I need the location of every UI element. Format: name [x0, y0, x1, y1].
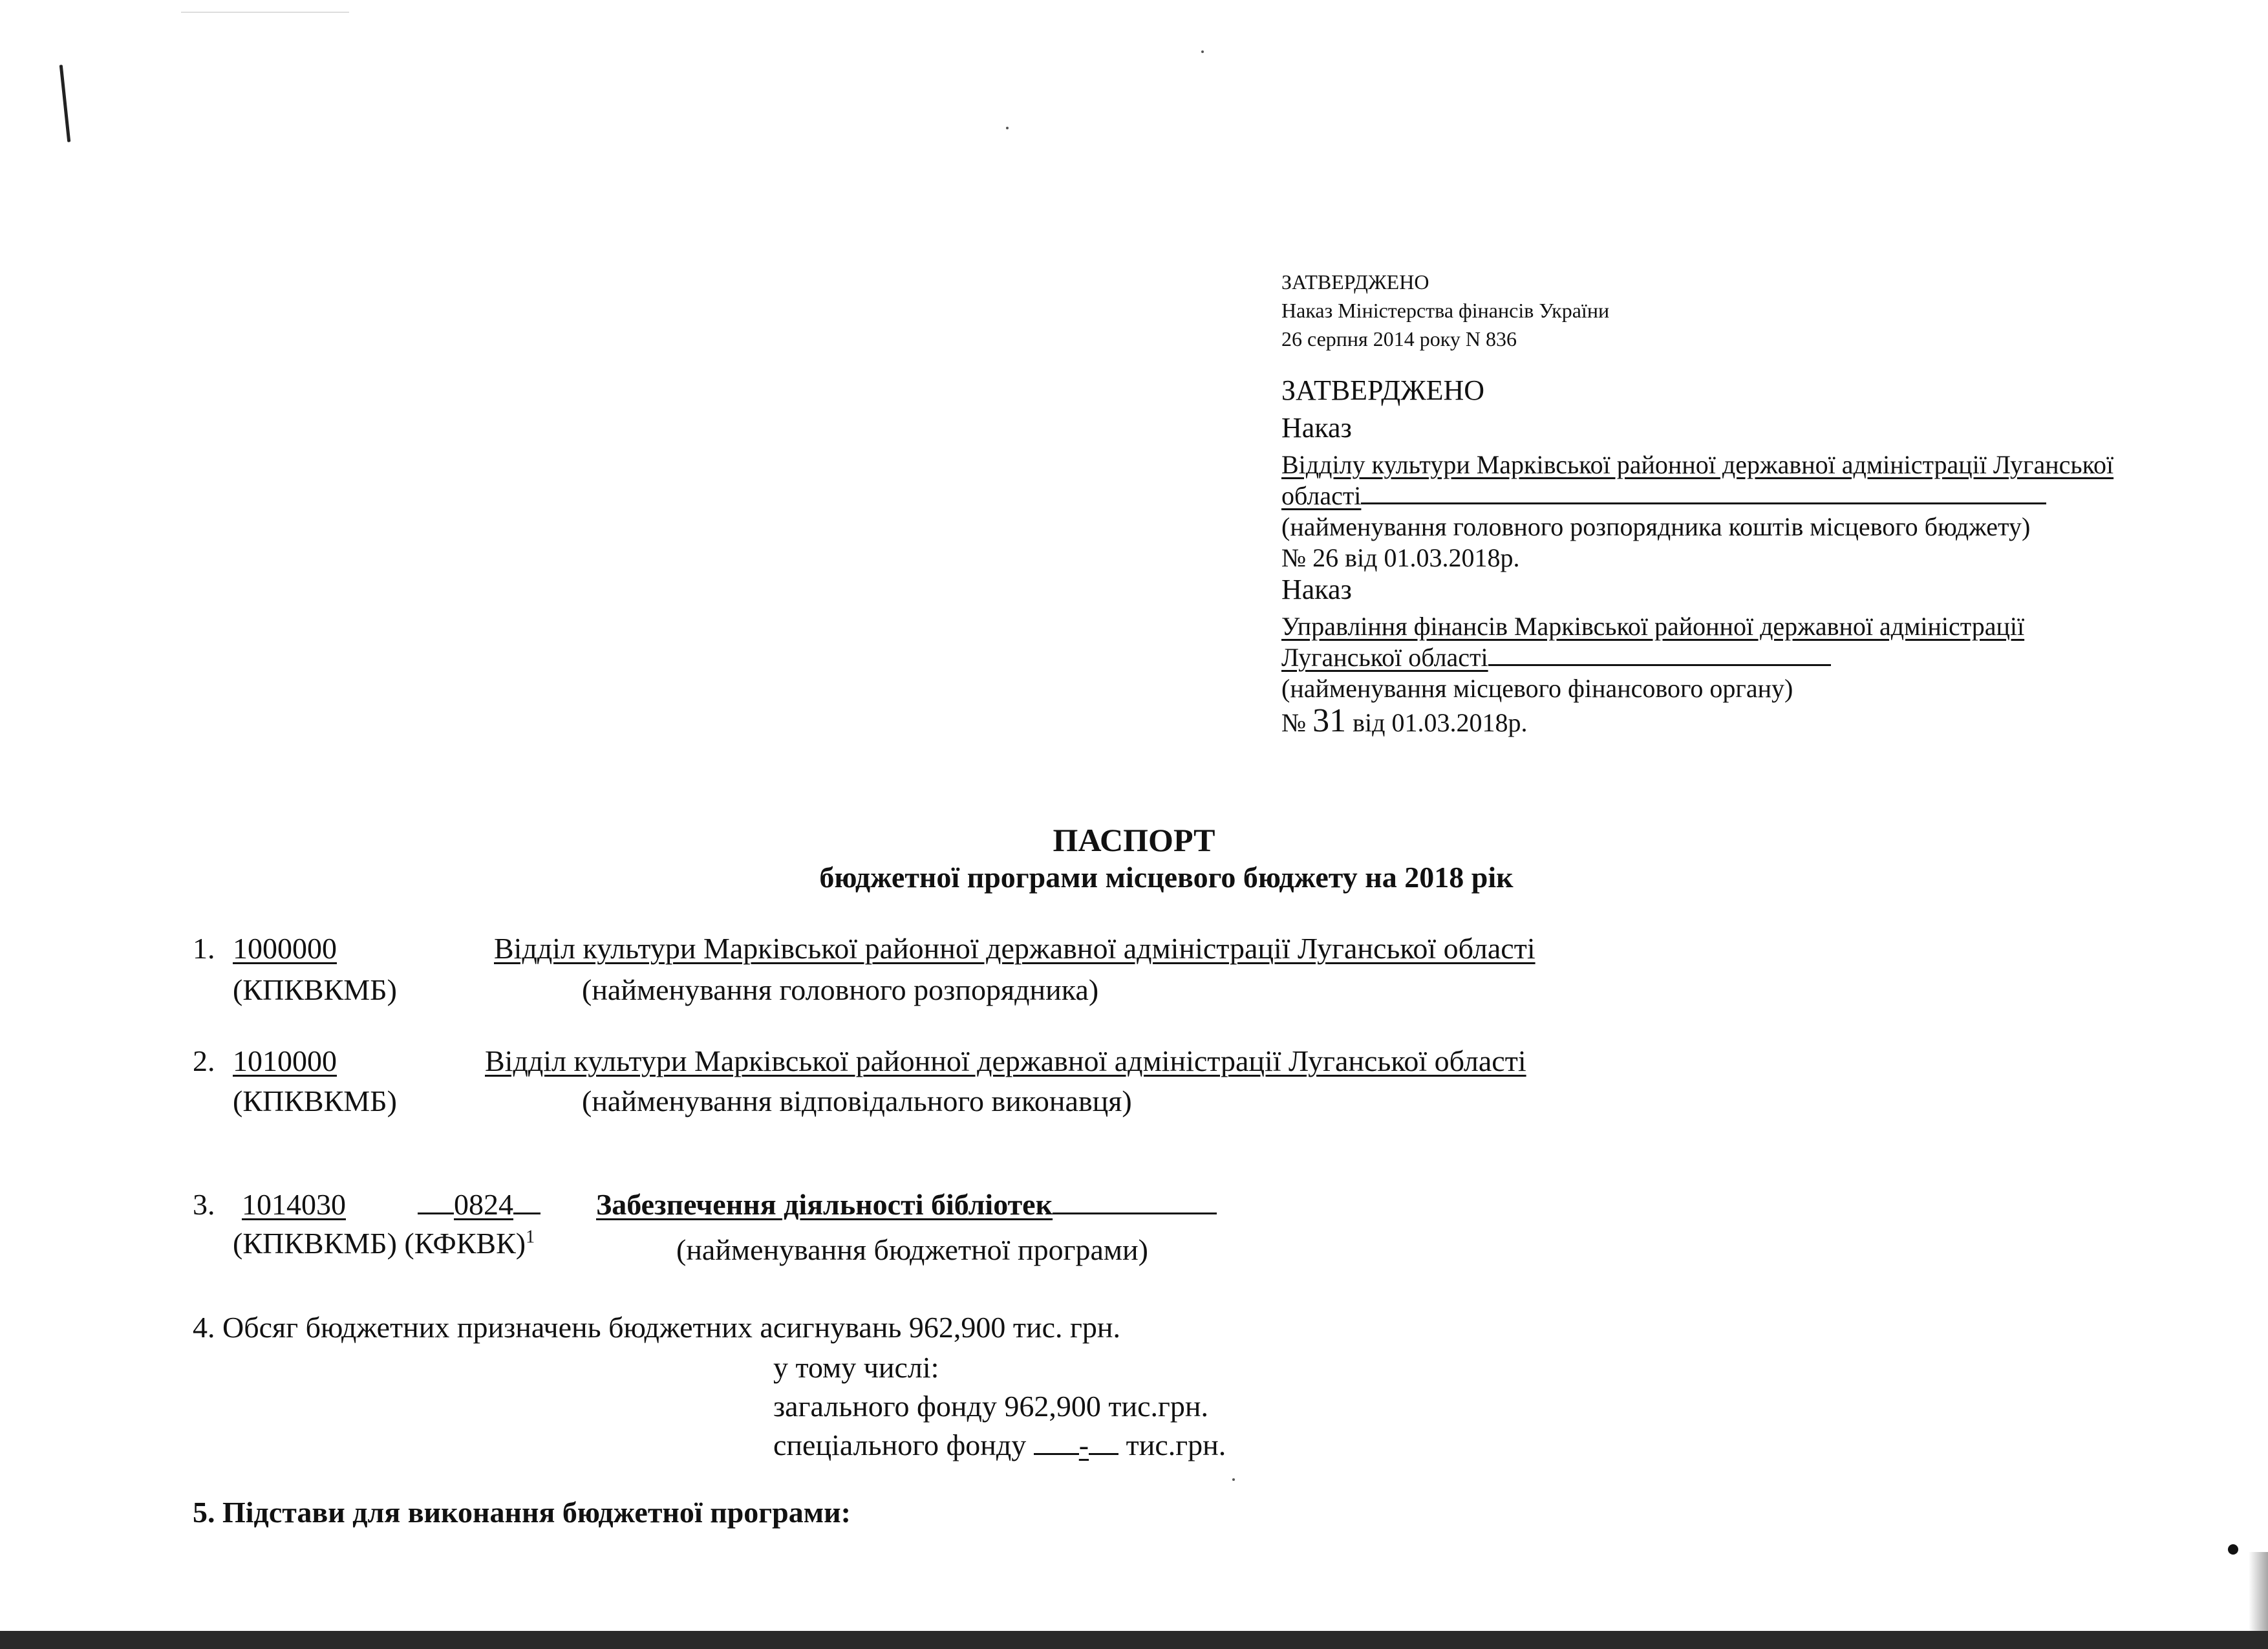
item-4-special-prefix: спеціального фонду	[773, 1428, 1027, 1461]
item-2-code-caption: (КПКВКМБ)	[233, 1084, 397, 1117]
underline-fill	[1488, 664, 1831, 666]
item-3-number: 3.	[193, 1188, 215, 1221]
passport-title: ПАСПОРТ	[1053, 822, 1215, 858]
order2-caption: (найменування місцевого фінансового органу)	[1281, 674, 1793, 703]
order1-label: Наказ	[1281, 412, 1352, 444]
item-1-name: Відділ культури Марківської районної державної адміністрації Луганської області	[494, 932, 1535, 965]
item-4-line	[193, 1310, 1120, 1344]
item-3-name-row	[596, 1187, 1217, 1222]
order2-org-line2: Луганської області	[1281, 643, 1488, 672]
item-3-kfkvk-row	[418, 1187, 540, 1222]
scan-shadow	[2249, 1552, 2268, 1631]
item-3-code-caption: (КПКВКМБ) (КФКВК)	[233, 1227, 526, 1260]
underline-fill	[418, 1212, 454, 1214]
item-2-name: Відділ культури Марківської районної державної адміністрації Луганської області	[485, 1044, 1526, 1077]
item-4-general-fund: загального фонду 962,900 тис.грн.	[773, 1390, 1208, 1423]
item-3-kfkvk: 0824	[454, 1188, 513, 1221]
order2-number-prefix: №	[1281, 708, 1307, 737]
item-4-number: 4.	[193, 1311, 215, 1344]
item-3-name: Забезпечення діяльності бібліотек	[596, 1188, 1053, 1221]
item-1-code-caption: (КПКВКМБ)	[233, 973, 397, 1006]
local-approval-title: ЗАТВЕРДЖЕНО	[1281, 374, 1485, 406]
order2-number: 31	[1312, 702, 1347, 739]
item-4-special-suffix: тис.грн.	[1126, 1428, 1226, 1461]
order1-caption: (найменування головного розпорядника коштів місцевого бюджету)	[1281, 512, 2031, 541]
item-1-name-caption: (найменування головного розпорядника)	[582, 973, 1099, 1006]
scan-edge-mark	[181, 12, 349, 13]
item-4-including: у тому числі:	[773, 1351, 939, 1384]
underline-fill	[513, 1212, 540, 1214]
ink-dot	[2228, 1544, 2238, 1555]
order1-number: № 26 від 01.03.2018р.	[1281, 543, 1520, 572]
item-3-footnote: 1	[526, 1227, 535, 1247]
order1-org-line2: області	[1281, 481, 1362, 510]
item-4-special-fund-row	[773, 1428, 1226, 1462]
order2-label: Наказ	[1281, 574, 1352, 605]
item-3-code: 1014030	[242, 1188, 346, 1221]
scan-speck	[1201, 50, 1204, 53]
order1-org-line1: Відділу культури Марківської районної державної адміністрації Луганської	[1281, 450, 2114, 479]
ministry-approval-date: 26 серпня 2014 року N 836	[1281, 327, 1517, 350]
item-3-name-caption: (найменування бюджетної програми)	[676, 1233, 1148, 1266]
scan-speck	[1006, 127, 1009, 129]
underline-fill	[1361, 502, 2046, 504]
ministry-approval-order: Наказ Міністерства фінансів України	[1281, 299, 1610, 322]
order2-date: від 01.03.2018р.	[1353, 708, 1528, 737]
ministry-approval-title: ЗАТВЕРДЖЕНО	[1281, 270, 1429, 294]
underline-fill	[1089, 1453, 1118, 1455]
order1-org-line2-row	[1281, 480, 2046, 512]
item-2-code: 1010000	[233, 1044, 337, 1077]
underline-fill	[1034, 1453, 1079, 1455]
item-4-text: Обсяг бюджетних призначень бюджетних асигнувань 962,900 тис. грн.	[222, 1311, 1121, 1344]
pen-stroke-mark	[59, 65, 71, 142]
scan-bottom-edge	[0, 1631, 2268, 1649]
order2-number-row	[1281, 702, 1528, 739]
item-5-heading: 5. Підстави для виконання бюджетної програми:	[193, 1496, 851, 1529]
scan-speck	[1232, 1478, 1235, 1481]
underline-fill	[1053, 1212, 1217, 1214]
item-4-special-value: -	[1078, 1428, 1089, 1461]
order2-org-line1: Управління фінансів Марківської районної державної адміністрації	[1281, 612, 2025, 641]
item-3-code-caption-row	[233, 1226, 535, 1260]
order2-org-line2-row	[1281, 641, 1831, 674]
item-1-number: 1.	[193, 932, 215, 965]
item-1-code: 1000000	[233, 932, 337, 965]
item-2-name-caption: (найменування відповідального виконавця)	[582, 1084, 1132, 1117]
item-2-number: 2.	[193, 1044, 215, 1077]
passport-subtitle: бюджетної програми місцевого бюджету на 2018 рік	[819, 861, 1514, 894]
